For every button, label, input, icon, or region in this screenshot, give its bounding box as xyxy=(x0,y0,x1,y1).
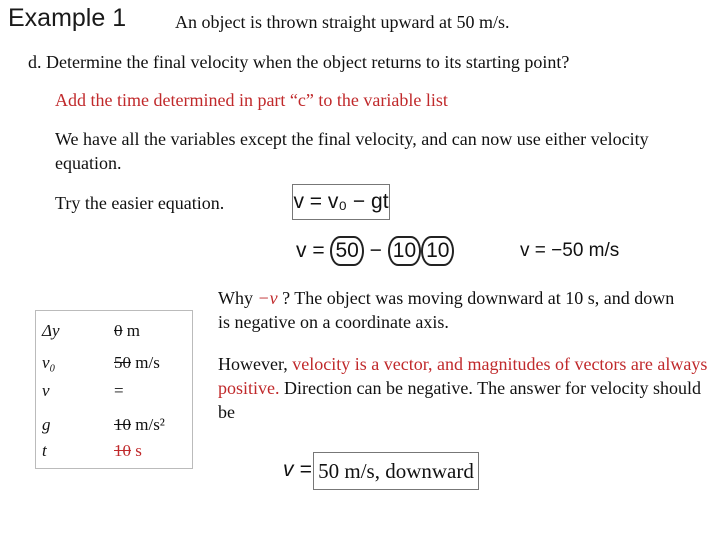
substitution-v: v = xyxy=(296,239,325,262)
velocity-result: v = −50 m/s xyxy=(520,240,620,261)
variable-value: 0 m xyxy=(114,321,140,340)
example-title: Example 1 xyxy=(8,4,127,32)
variable-value: 10 s xyxy=(114,441,142,460)
answer-box: 50 m/s, downward xyxy=(313,452,479,490)
part-d-question: d. Determine the final velocity when the object returns to its starting point? xyxy=(28,52,570,72)
why-neg-v: −v xyxy=(257,288,278,308)
variable-symbol: Δy xyxy=(42,321,60,340)
variable-value: = xyxy=(114,381,124,400)
hint-text: Add the time determined in part “c” to the variable list xyxy=(55,90,448,110)
variable-symbol: v xyxy=(42,381,50,400)
problem-statement: An object is thrown straight upward at 50 m/s. xyxy=(175,12,510,32)
substitution-term-g: 10 xyxy=(388,236,421,266)
however-red-text: velocity is a vector, and magnitudes of vectors are always positive. xyxy=(218,354,708,398)
variable-symbol: t xyxy=(42,441,47,460)
struck-value: 0 xyxy=(114,321,123,340)
variable-symbol: v₀ xyxy=(42,353,56,372)
why-negative-text xyxy=(218,286,688,334)
try-easier-text: Try the easier equation. xyxy=(55,193,225,213)
variable-value: 10 m/s² xyxy=(114,415,165,434)
struck-value: 10 xyxy=(114,415,131,434)
however-prefix: However, xyxy=(218,354,293,374)
substitution-minus: − xyxy=(369,239,382,262)
explanation-text: We have all the variables except the final velocity, and can now use either velocity equation. xyxy=(55,129,649,173)
however-text xyxy=(218,352,708,424)
why-prefix: Why xyxy=(218,288,258,308)
however-rest: Direction can be negative. The answer for velocity should be xyxy=(218,378,702,422)
struck-value: 10 xyxy=(114,441,131,460)
velocity-equation-box: v = v₀ − gt xyxy=(292,184,390,220)
variable-value: 50 m/s xyxy=(114,353,160,372)
substitution-term-t: 10 xyxy=(421,236,454,266)
struck-value: 50 xyxy=(114,353,131,372)
variable-symbol: g xyxy=(42,415,51,434)
substitution-equation xyxy=(296,236,454,266)
substitution-term-initial: 50 xyxy=(330,236,363,266)
why-rest: ? The object was moving downward at 10 s, and down is negative on a coordinate axis. xyxy=(218,288,675,332)
variable-table xyxy=(35,310,193,469)
answer-label: v = xyxy=(283,458,312,481)
